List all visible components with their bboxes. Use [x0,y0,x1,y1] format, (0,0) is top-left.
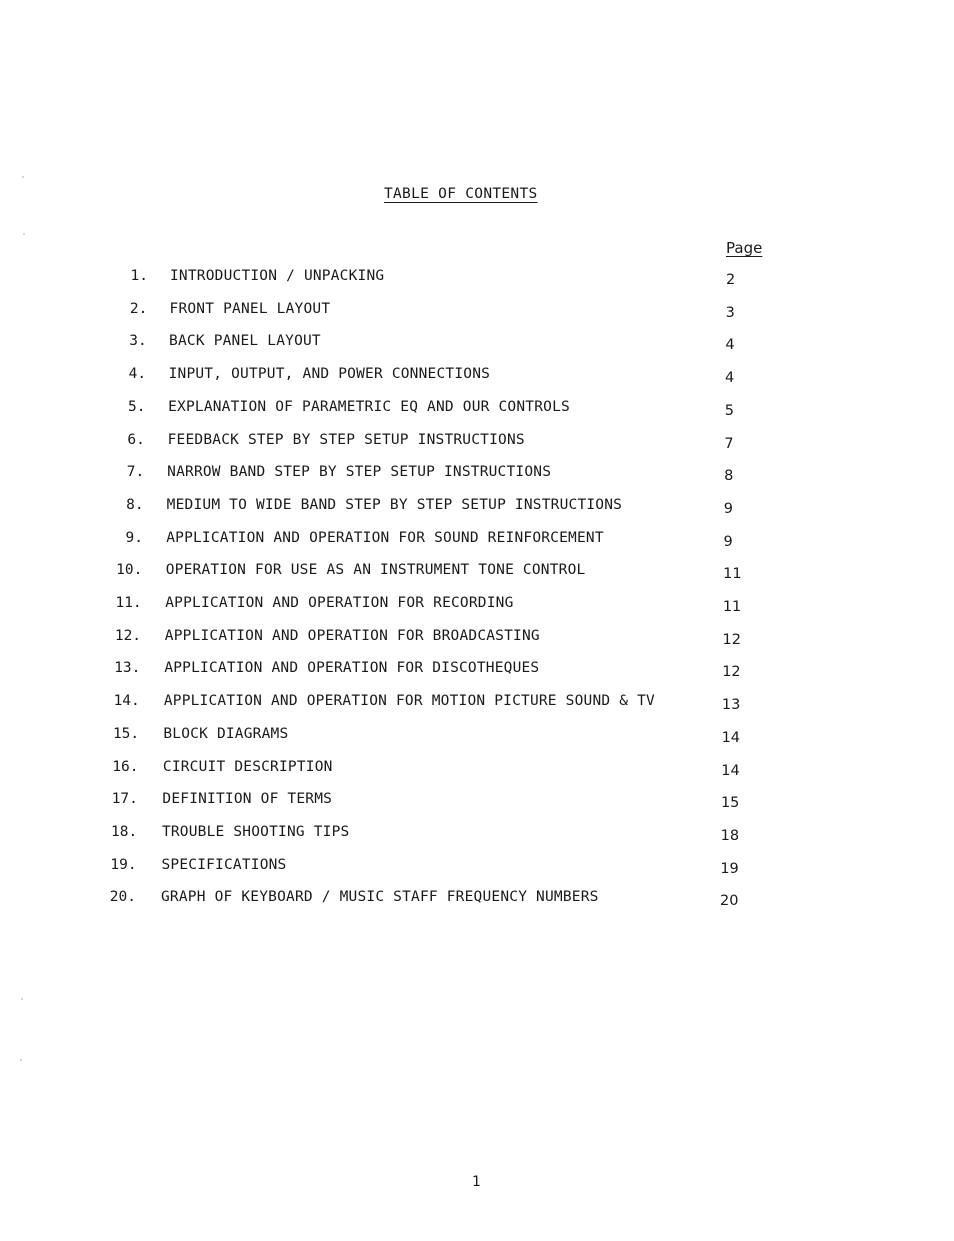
toc-item-title: OPERATION FOR USE AS AN INSTRUMENT TONE CONTROL [165,562,586,579]
scan-speck [23,233,25,235]
toc-item-page: 12 [722,664,741,681]
toc-item-title: FEEDBACK STEP BY STEP SETUP INSTRUCTIONS [167,431,525,448]
toc-item-title: INPUT, OUTPUT, AND POWER CONNECTIONS [168,366,491,383]
toc-item-title: APPLICATION AND OPERATION FOR SOUND REINFORCEMENT [166,529,604,546]
toc-item-title: TROUBLE SHOOTING TIPS [161,823,350,840]
toc-item-page: 7 [724,435,734,452]
toc-item-page: 14 [721,762,740,779]
toc-item-number: 6. [127,431,145,448]
toc-item-number: 2. [129,300,148,317]
toc-item-number: 1. [130,268,148,284]
toc-item-title: FRONT PANEL LAYOUT [169,300,331,317]
toc-item-page: 19 [720,860,739,877]
toc-item-title: BLOCK DIAGRAMS [163,725,289,742]
toc-item-page: 4 [725,337,735,354]
toc-item-number: 3. [129,333,147,350]
scan-speck [22,176,24,178]
toc-item-title: GRAPH OF KEYBOARD / MUSIC STAFF FREQUENCY NUMBERS [161,889,599,906]
toc-item-title: BACK PANEL LAYOUT [169,333,321,350]
toc-item-page: 11 [723,566,742,583]
toc-item-number: 5. [128,398,146,415]
toc-item-page: 20 [720,893,739,910]
toc-item-number: 19. [110,856,137,873]
toc-item-page: 8 [724,468,734,485]
toc-item-number: 15. [112,725,140,742]
toc-item-number: 12. [114,627,142,644]
toc-heading: TABLE OF CONTENTS [384,186,538,202]
toc-item-page: 14 [721,729,741,746]
toc-item-page: 2 [726,272,736,288]
toc-item-page: 11 [722,599,742,615]
footer-page-number: 1 [472,1174,481,1190]
toc-item-number: 4. [128,366,147,383]
toc-item-number: 9. [125,529,143,546]
toc-item-title: INTRODUCTION / UNPACKING [170,268,385,284]
toc-item-title: MEDIUM TO WIDE BAND STEP BY STEP SETUP INSTRUCTIONS [166,496,623,513]
toc-item-page: 12 [722,631,741,648]
toc-item-page: 9 [723,533,733,550]
toc-item-number: 18. [111,823,138,840]
toc-item-number: 20. [109,889,136,906]
toc-item-page: 18 [720,827,740,844]
page-column-header: Page [726,239,763,257]
toc-item-title: NARROW BAND STEP BY STEP SETUP INSTRUCTIONS [167,464,552,481]
toc-item-number: 11. [115,595,142,611]
toc-item-number: 13. [114,660,141,677]
toc-item-title: EXPLANATION OF PARAMETRIC EQ AND OUR CONTROLS [168,398,570,415]
toc-item-title: APPLICATION AND OPERATION FOR RECORDING [165,595,514,611]
scan-speck [20,1059,22,1061]
toc-item-page: 15 [720,795,740,812]
toc-item-title: SPECIFICATIONS [161,856,287,873]
toc-item-title: APPLICATION AND OPERATION FOR DISCOTHEQUES [164,660,540,677]
toc-item-number: 7. [126,464,145,481]
toc-item-title: CIRCUIT DESCRIPTION [162,758,333,775]
toc-item-page: 13 [721,697,741,714]
toc-item-page: 5 [724,402,734,419]
toc-item-title: DEFINITION OF TERMS [162,791,333,808]
toc-item-number: 10. [116,562,143,579]
toc-item-page: 9 [723,500,734,517]
toc-item-title: APPLICATION AND OPERATION FOR BROADCASTING [164,627,540,644]
scan-speck [21,998,23,1000]
toc-item-number: 17. [111,791,138,808]
toc-item-page: 3 [725,304,735,321]
toc-item-number: 16. [112,758,139,775]
toc-item-page: 4 [725,370,735,387]
toc-item-number: 8. [126,496,144,513]
toc-item-number: 14. [113,693,140,710]
toc-item-title: APPLICATION AND OPERATION FOR MOTION PICTURE SOUND & TV [163,693,655,710]
